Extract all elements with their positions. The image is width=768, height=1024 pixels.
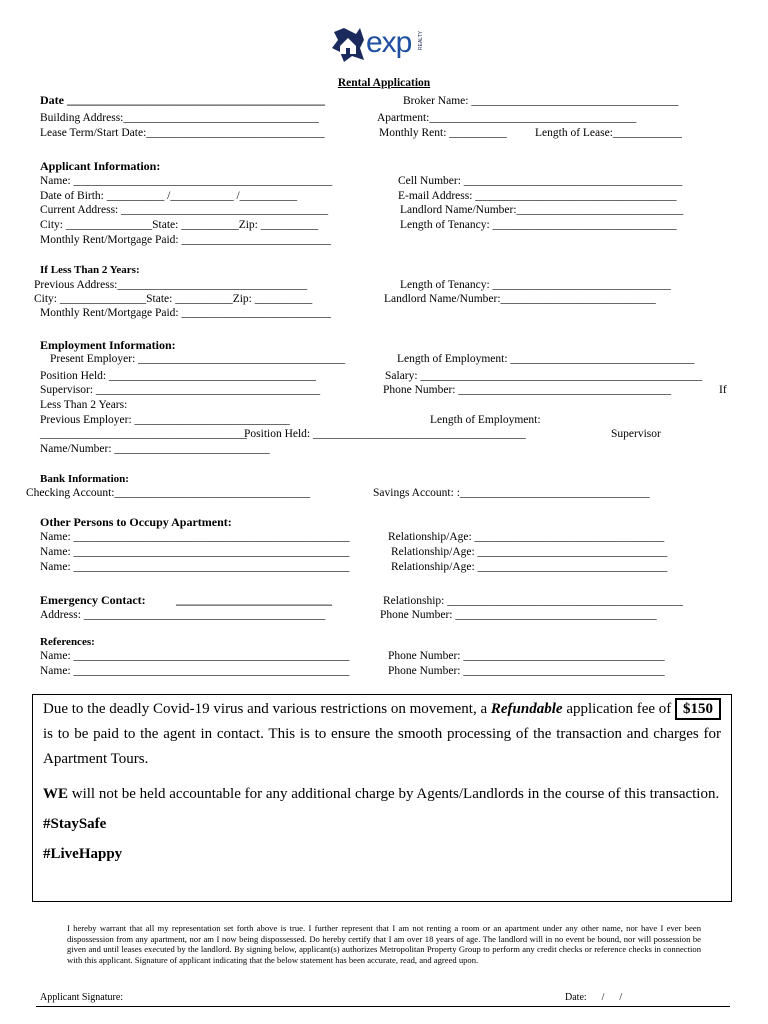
previous-address-field[interactable]: Previous Address:_________________________________ [34,279,308,291]
signature-line [36,1006,730,1007]
previous-monthly-rent-field[interactable]: Monthly Rent/Mortgage Paid: __________________________ [40,307,332,319]
emergency-relationship-field[interactable]: Relationship: _________________________________________ [383,595,683,607]
position-held-field[interactable]: Position Held: ____________________________________ [40,370,317,382]
cell-number-field[interactable]: Cell Number: ______________________________________ [398,175,683,187]
date-of-birth-field[interactable]: Date of Birth: __________ /___________ /__________ [40,190,298,202]
reference-name-field[interactable]: Name: ________________________________________________ [40,650,350,662]
tenancy-field[interactable]: Length of Tenancy: ________________________________ [400,219,677,231]
emergency-heading-line[interactable]: __________________________ [176,593,332,607]
blank-line[interactable]: ____________________________________ [40,428,247,440]
emergency-phone-field[interactable]: Phone Number: ___________________________________ [380,609,657,621]
applicant-heading: Applicant Information: [40,159,161,173]
hashtag-livehappy: #LiveHappy [43,846,123,862]
supervisor-field[interactable]: Supervisor: _______________________________________ [40,384,321,396]
if-text: If [719,384,727,396]
signature-date[interactable]: Date: / / [565,992,623,1003]
length-of-lease-field[interactable]: Length of Lease:____________ [535,127,682,139]
reference-name-field[interactable]: Name: ________________________________________________ [40,665,350,677]
bank-heading: Bank Information: [40,473,129,485]
occupant-relationship-field[interactable]: Relationship/Age: _________________________________ [388,531,665,543]
logo-subtext: REALTY [418,30,424,50]
previous-landlord-field[interactable]: Landlord Name/Number:___________________________ [384,293,656,305]
present-employer-field[interactable]: Present Employer: ____________________________________ [50,353,346,365]
building-address-field[interactable]: Building Address:__________________________________ [40,112,319,124]
reference-phone-field[interactable]: Phone Number: ___________________________________ [388,665,665,677]
notice-text: Due to the deadly Covid-19 virus and various restrictions on movement, a [43,701,488,717]
applicant-name-field[interactable]: Name: _____________________________________________ [40,175,333,187]
previous-position-field[interactable]: Position Held: _____________________________________ [244,428,526,440]
liability-paragraph [43,782,721,807]
apartment-field[interactable]: Apartment:____________________________________ [377,112,637,124]
employment-phone-field[interactable]: Phone Number: _____________________________________ [383,384,672,396]
broker-name-field[interactable]: Broker Name: ____________________________________ [403,95,679,107]
previous-employer-field[interactable]: Previous Employer: ___________________________ [40,414,290,426]
occupant-relationship-field[interactable]: Relationship/Age: _________________________________ [391,546,668,558]
emergency-address-field[interactable]: Address: __________________________________________ [40,609,326,621]
lease-term-field[interactable]: Lease Term/Start Date:_______________________________ [40,127,325,139]
occupant-name-field[interactable]: Name: ________________________________________________ [40,531,350,543]
previous-tenancy-field[interactable]: Length of Tenancy: _______________________________ [400,279,671,291]
previous-heading: If Less Than 2 Years: [40,264,140,276]
liability-text: will not be held accountable for any additional charge by Agents/Landlords in the course of this transaction. [71,786,720,802]
supervisor-label: Supervisor [611,428,661,440]
previous-employment-length: Length of Employment: [430,414,541,426]
monthly-rent-field[interactable]: Monthly Rent: __________ [379,127,507,139]
covid-notice-box [32,694,732,902]
signature-label[interactable]: Applicant Signature: [40,992,124,1003]
emergency-heading: Emergency Contact: [40,593,146,607]
occupants-heading: Other Persons to Occupy Apartment: [40,515,232,529]
savings-account-field[interactable]: Savings Account: :_________________________________ [373,487,650,499]
legal-statement: I hereby warrant that all my representation set forth above is true. I further represent that I am not renting a room or an apartment under any other name, nor have I ever been dispossession from any apartment, nor am I now being dispossessed. Do hereby certify that I am over 18 years of age. The landlord will in no event be bound, nor will possession be given and until leases executed by the landlord. By signing below, applicant(s) authorizes Metropolitan Property Group to perform any credit checks or reference checks in connection with this applicant. Signature of applicant indicating that the below statement has been accurate, read, and agreed upon. [67,923,701,965]
applicant-monthly-rent-field[interactable]: Monthly Rent/Mortgage Paid: __________________________ [40,234,332,246]
occupant-relationship-field[interactable]: Relationship/Age: _________________________________ [391,561,668,573]
salary-field[interactable]: Salary: _________________________________________________ [385,370,703,382]
employment-heading: Employment Information: [40,338,176,352]
refundable-text: Refundable [490,701,563,717]
we-text: WE [43,786,69,802]
previous-city-field[interactable]: City: _______________State: __________Zip: __________ [34,293,313,305]
employment-length-field[interactable]: Length of Employment: ________________________________ [397,353,695,365]
landlord-field[interactable]: Landlord Name/Number:_____________________________ [400,204,684,216]
occupant-name-field[interactable]: Name: ________________________________________________ [40,561,350,573]
occupant-name-field[interactable]: Name: ________________________________________________ [40,546,350,558]
fee-paragraph [43,697,721,772]
exp-realty-logo [330,26,438,64]
notice-text: is to be paid to the agent in contact. This is to ensure the smooth processing of the transaction and charges for Apartment Tours. [43,726,721,767]
logo-wordmark: exp [366,26,412,59]
hashtag-staysafe: #StaySafe [43,816,107,832]
supervisor-name-field[interactable]: Name/Number: ___________________________ [40,443,270,455]
fee-amount: $150 [675,698,721,720]
references-heading: References: [40,636,95,648]
less-than-text: Less Than 2 Years: [40,399,128,411]
current-address-field[interactable]: Current Address: ____________________________________ [40,204,329,216]
applicant-city-field[interactable]: City: _______________State: __________Zip: __________ [40,219,319,231]
checking-account-field[interactable]: Checking Account:__________________________________ [26,487,310,499]
email-field[interactable]: E-mail Address: ___________________________________ [398,190,677,202]
date-field[interactable]: Date ___________________________________________ [40,93,325,107]
form-title: Rental Application [337,77,431,89]
reference-phone-field[interactable]: Phone Number: ___________________________________ [388,650,665,662]
notice-text: application fee of [566,701,672,717]
